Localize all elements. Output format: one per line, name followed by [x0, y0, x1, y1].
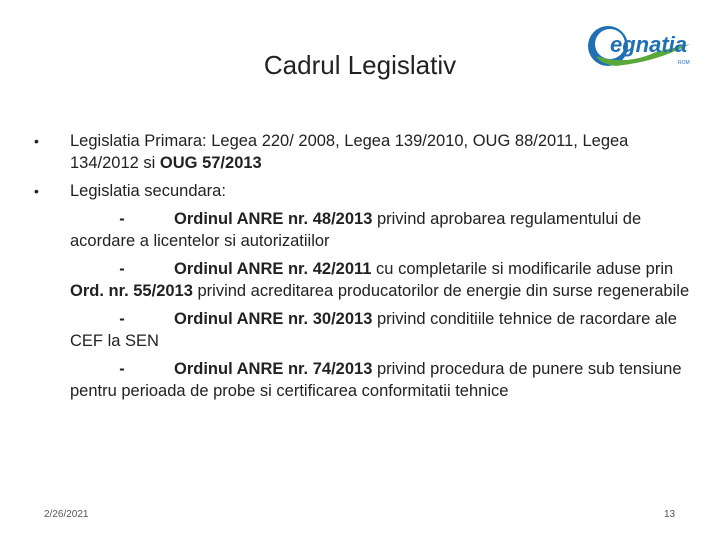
list-item	[70, 358, 692, 402]
footer-date: 2/26/2021	[44, 509, 89, 520]
logo-text: egnatia	[610, 32, 688, 57]
bullet-primary-text: Legislatia Primara: Legea 220/ 2008, Legea 139/2010, OUG 88/2011, Legea 134/2012 si	[70, 132, 629, 172]
egnatia-logo-icon	[586, 22, 698, 70]
ordinance-title: Ordinul ANRE nr. 30/2013	[174, 310, 373, 328]
dash-marker: -	[119, 260, 125, 278]
ordinance-text: privind conditiile tehnice de racordare ale CEF la SEN	[70, 310, 677, 350]
ordinance-title: Ordinul ANRE nr. 42/2011	[174, 260, 372, 278]
ordinance-text: cu completarile si modificarile aduse prin	[371, 260, 674, 278]
dash-marker: -	[119, 360, 125, 378]
bullet-dot-icon: •	[34, 183, 39, 199]
list-item	[70, 308, 692, 352]
sublist	[70, 208, 692, 402]
ordinance-title: Ordinul ANRE nr. 48/2013	[174, 210, 373, 228]
ordinance-text-2: privind acreditarea producatorilor de energie din surse regenerabile	[192, 282, 690, 300]
dash-marker: -	[119, 210, 125, 228]
page-number: 13	[664, 509, 676, 520]
slide-title: Cadrul Legislativ	[263, 50, 457, 80]
dash-marker: -	[119, 310, 125, 328]
list-item	[70, 258, 692, 302]
bullet-secondary	[32, 180, 692, 402]
bullet-primary	[32, 130, 692, 174]
bullet-primary-bold: OUG 57/2013	[159, 154, 262, 172]
bullet-secondary-text: Legislatia secundara:	[70, 182, 226, 200]
logo-subtext: ROM	[678, 60, 690, 66]
content-body	[32, 130, 692, 408]
ordinance-ref: Ord. nr. 55/2013	[70, 282, 193, 300]
ordinance-text: privind procedura de punere sub tensiune pentru perioada de probe si certificarea conformitatii tehnice	[70, 360, 682, 400]
bullet-dot-icon: •	[34, 133, 39, 149]
ordinance-title: Ordinul ANRE nr. 74/2013	[174, 360, 373, 378]
ordinance-text: privind aprobarea regulamentului de acordare a licentelor si autorizatiilor	[70, 210, 642, 250]
list-item	[70, 208, 692, 252]
